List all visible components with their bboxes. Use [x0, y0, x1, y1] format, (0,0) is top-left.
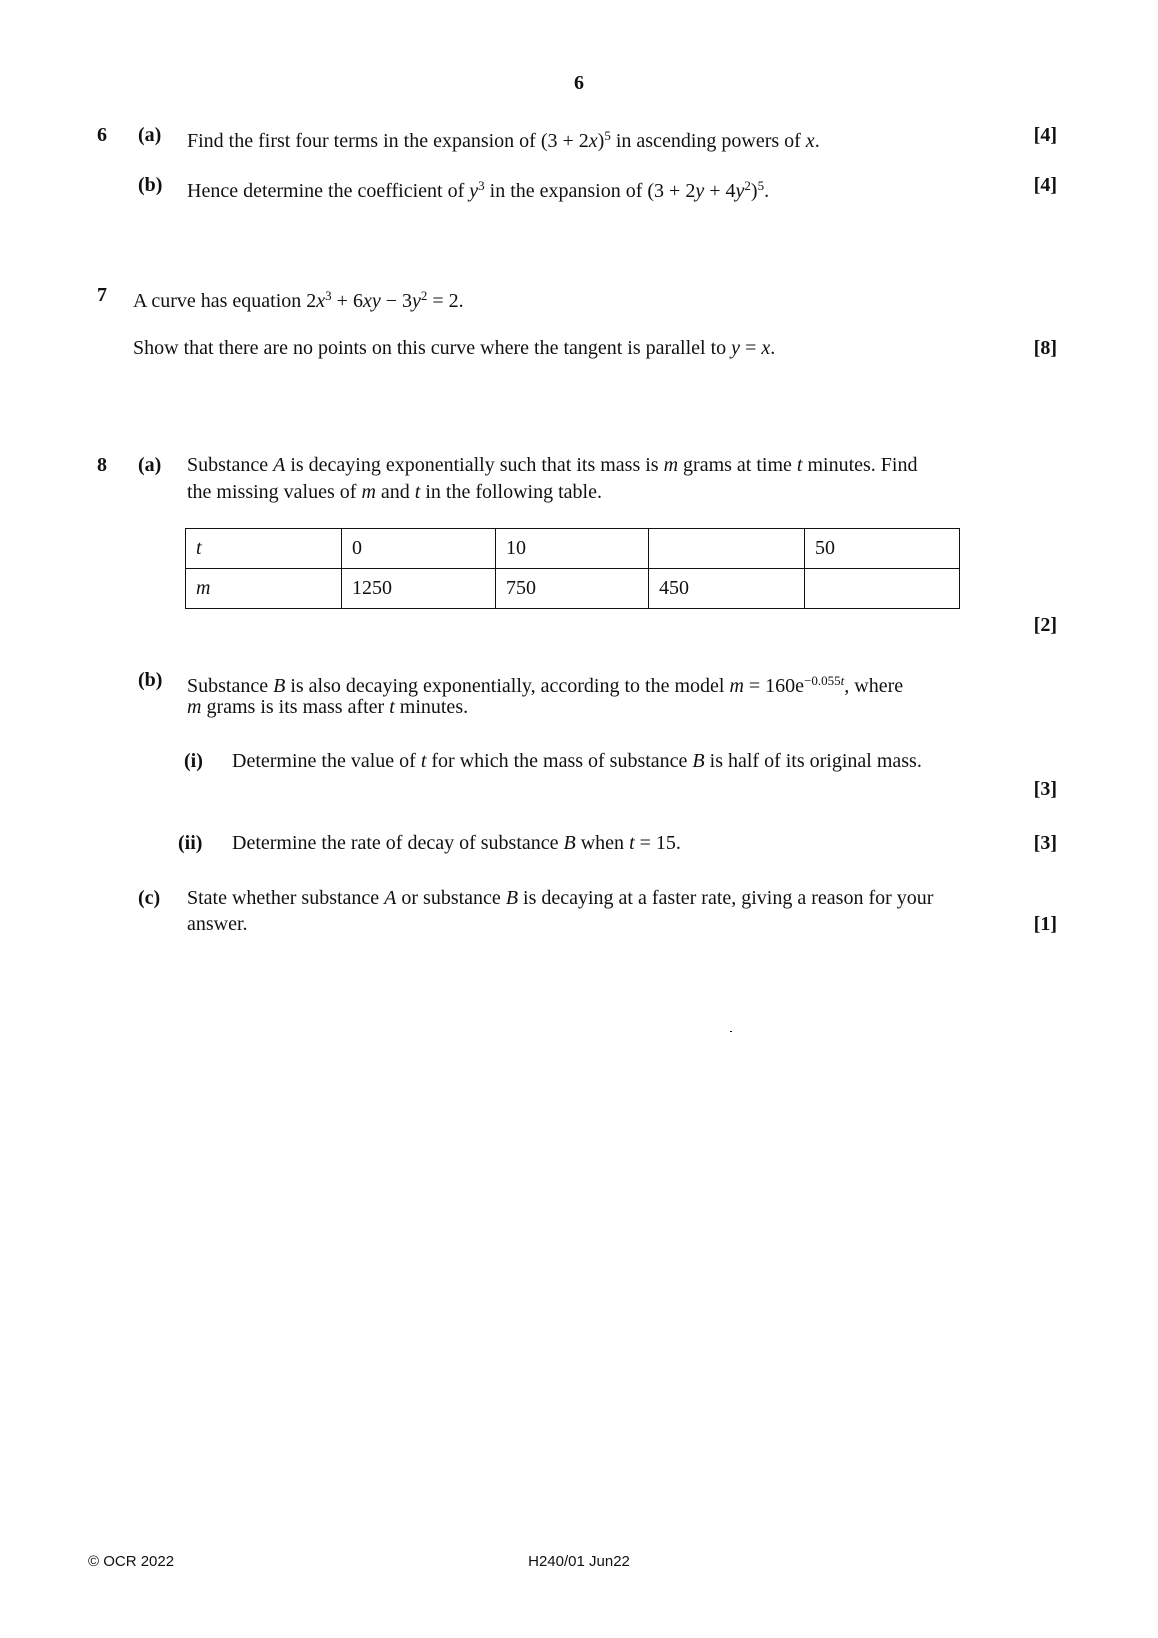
- table-cell-m2: 750: [496, 569, 649, 609]
- question-7-number: 7: [97, 284, 107, 306]
- question-8a-mark-row: [97, 612, 1057, 639]
- question-8c-label: (c): [138, 887, 161, 909]
- table-cell-t3: [649, 529, 805, 569]
- question-8bi-row: [97, 748, 1057, 775]
- question-6a-label: (a): [138, 124, 162, 146]
- question-6b-text: Hence determine the coefficient of $y^3$ in the expansion of $(3 + 2y + 4y^2)^5$.: [187, 178, 770, 202]
- question-6a-text: Find the first four terms in the expansion of $(3 + 2x)^5$ in ascending powers of x.: [187, 128, 820, 152]
- question-8c-text-line1: State whether substance A or substance B is decaying at a faster rate, giving a reason for your: [187, 887, 934, 909]
- question-8a-label: (a): [138, 454, 162, 476]
- decay-table: [185, 528, 960, 609]
- question-6a-mark: [4]: [1033, 124, 1057, 146]
- question-8bii-label: (ii): [178, 832, 203, 854]
- question-8bi-mark: [3]: [1033, 778, 1057, 800]
- question-8a-text-line2: the missing values of m and t in the following table.: [187, 481, 602, 503]
- question-8c-mark: [1]: [1033, 913, 1057, 935]
- question-8b-label: (b): [138, 669, 163, 691]
- fraction-denominator: [730, 1031, 732, 1032]
- table-cell-t4: 50: [805, 529, 960, 569]
- copyright-notice: © OCR 2022: [88, 1553, 175, 1570]
- question-8bi-label: (i): [184, 750, 203, 772]
- table-cell-t1: 0: [342, 529, 496, 569]
- table-cell-m4: [805, 569, 960, 609]
- table-cell-t2: 10: [496, 529, 649, 569]
- question-8a-mark: [2]: [1033, 614, 1057, 636]
- integral-expression: [678, 1000, 734, 1062]
- question-8-number: 8: [97, 454, 107, 476]
- question-7-text: Show that there are no points on this curve where the tangent is parallel to y = x.: [133, 337, 776, 359]
- question-6a-row: [97, 122, 1057, 152]
- question-8b-row1: [97, 667, 1057, 697]
- table-cell-m-label: m: [186, 569, 342, 609]
- question-6b-mark: [4]: [1033, 174, 1057, 196]
- page-number: 6: [574, 72, 584, 94]
- question-8c-row2: [97, 911, 1057, 938]
- table-cell-t-label: t: [186, 529, 342, 569]
- table-cell-m1: 1250: [342, 569, 496, 609]
- question-8a-row1: [97, 452, 1057, 479]
- question-8c-row1: [97, 885, 1057, 912]
- question-8bi-mark-row: [97, 776, 1057, 803]
- table-row-t: [186, 529, 960, 569]
- question-8a-row2: [97, 479, 1057, 506]
- question-8bii-text: Determine the rate of decay of substance B when t = 15.: [232, 832, 681, 854]
- paper-code: H240/01 Jun22: [528, 1553, 630, 1570]
- question-8c-text-line2: answer.: [187, 913, 248, 935]
- question-8b-text-line1: Substance B is also decaying exponentially, according to the model $m = 160e^{-0.055t}$, where: [187, 673, 904, 697]
- table-cell-m3: 450: [649, 569, 805, 609]
- question-6-number: 6: [97, 124, 107, 146]
- question-6b-label: (b): [138, 174, 163, 196]
- question-8bi-text: Determine the value of t for which the mass of substance B is half of its original mass.: [232, 750, 922, 772]
- question-6b-row: [97, 172, 1057, 202]
- question-8bii-row: [97, 830, 1057, 857]
- table-row-m: [186, 569, 960, 609]
- question-8b-text-line2: m grams is its mass after t minutes.: [187, 696, 469, 718]
- fraction-one-third: [730, 1031, 732, 1032]
- question-8a-text-line1: Substance A is decaying exponentially such that its mass is m grams at time t minutes. Find: [187, 454, 918, 476]
- question-7-mark: [8]: [1033, 337, 1057, 359]
- question-7-row2: [97, 335, 1057, 362]
- question-7-equation: A curve has equation $2x^3 + 6xy - 3y^2 = 2$.: [133, 288, 464, 312]
- question-8bii-mark: [3]: [1033, 832, 1057, 854]
- question-8b-row2: [97, 694, 1057, 721]
- question-9-row: [97, 1000, 1057, 1062]
- question-7-row1: [97, 282, 1057, 312]
